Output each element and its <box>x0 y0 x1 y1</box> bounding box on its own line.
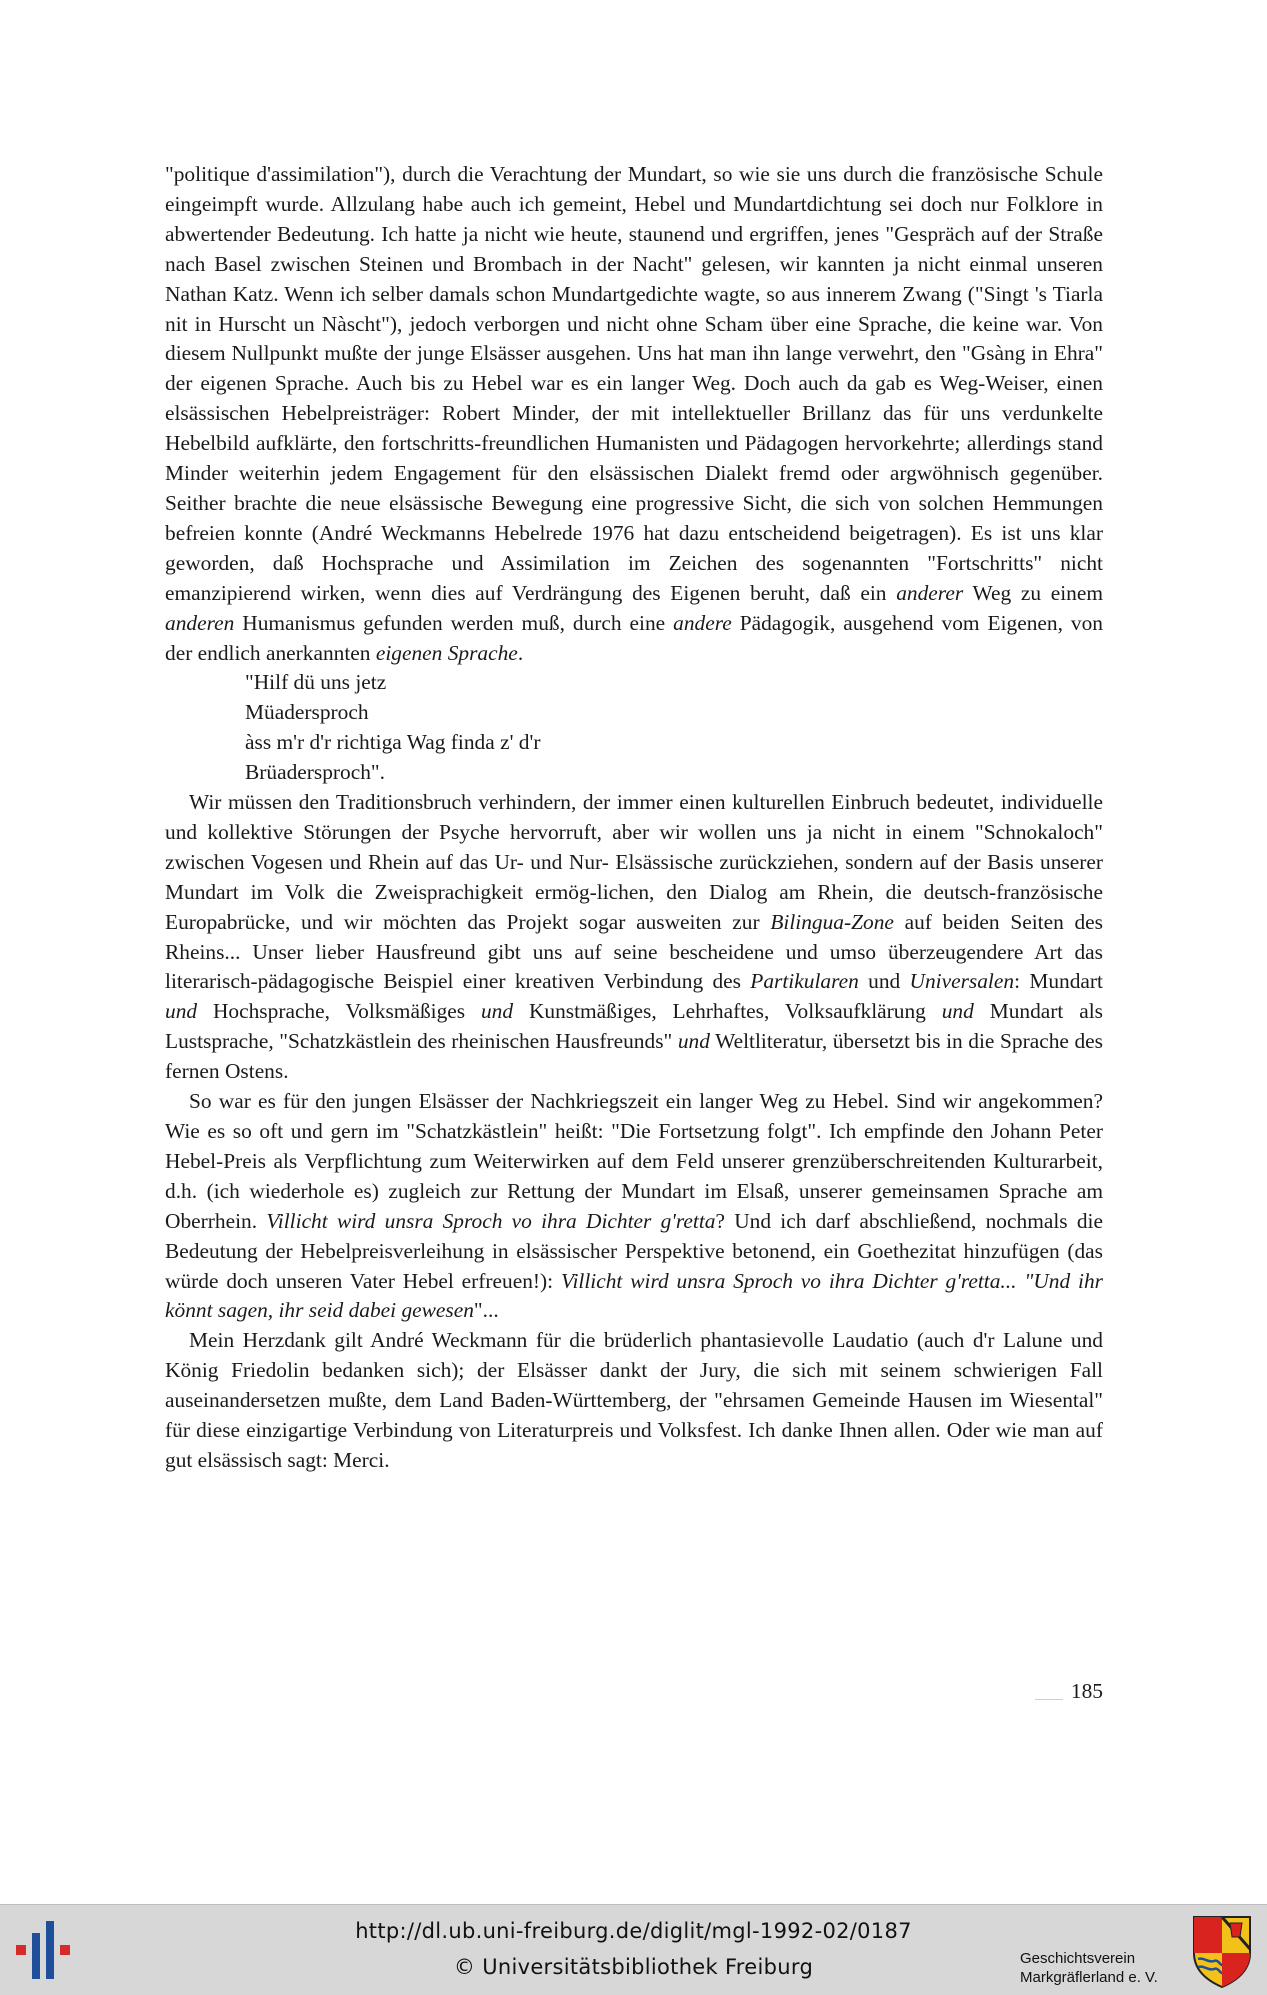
emphasis-bilingua-zone: Bilingua-Zone <box>770 909 894 934</box>
paragraph-2-text-6: Kunstmäßiges, Lehrhaftes, Volksaufklärung <box>513 999 942 1024</box>
paragraph-3-text-1: So war es für den jungen Elsässer der Nachkriegszeit ein langer Weg zu Hebel. Sind wir angekommen? Wie es so oft und gern im "Schatzkästlein" heißt: "Die Fortsetzung folgt". Ich empfinde den Johann Peter Hebel-Preis als Verpflichtung zum Weiterwirken auf dem Feld unserer grenzüberschreitenden Kulturarbeit, d.h. (ich wiederhole es) zugleich zur Rettung der Mundart im Elsaß, unserer gemeinsamen Sprache am Oberrhein. <box>165 1089 1103 1233</box>
paragraph-2-text-1: Wir müssen den Traditionsbruch verhindern, der immer einen kulturellen Einbruch bedeutet, individuelle und kollektive Störungen der Psyche hervorruft, aber wir wollen uns ja nicht in einem "Schnokaloch" zwischen Vogesen und Rhein auf das Ur- und Nur- Elsässische zurückziehen, sondern auf der Basis unserer Mundart im Volk die Zweisprachigkeit ermög-lichen, den Dialog am Rhein, die deutsch-französische Europabrücke, und wir möchten das Projekt sogar ausweiten zur <box>165 790 1103 934</box>
emphasis-universalen: Universalen <box>909 969 1015 994</box>
paragraph-3-text-2: ? Und ich darf abschließend, nochmals die Bedeutung der Hebelpreisverleihung in elsässischer Perspektive betonend, ein Goethezitat hinzufügen (das würde doch unseren Vater Hebel erfreuen!): <box>165 1208 1103 1293</box>
permalink-url[interactable]: http://dl.ub.uni-freiburg.de/diglit/mgl-1992-02/0187 <box>355 1919 912 1943</box>
emphasis-und: und <box>480 999 514 1024</box>
paragraph-3 <box>165 1087 1103 1326</box>
paragraph-2-text-4: : Mundart <box>1014 969 1103 994</box>
emphasis-und: und <box>677 1029 710 1054</box>
society-name-line-2: Markgräflerland e. V. <box>1020 1969 1158 1986</box>
paragraph-1-text-2: Weg zu einem <box>963 580 1104 605</box>
emphasis-dialect-quote-1: Villicht wird unsra Sproch vo ihra Dichter g'retta <box>266 1208 716 1233</box>
page-number: 185 <box>1070 1679 1103 1703</box>
paragraph-1-text-4: Pädagogik, ausgehend vom Eigenen, von der endlich anerkannten <box>165 610 1103 665</box>
paragraph-4: Mein Herzdank gilt André Weckmann für die brüderlich phantasievolle Laudatio (auch d'r Lalune und König Friedolin bedanken sich); der Elsässer dankt der Jury, die sich mit seinem schwierigen Fall auseinandersetzen mußte, dem Land Baden-Württemberg, der "ehrsamen Gemeinde Hausen im Wiesental" für diese einzigartige Verbindung von Literaturpreis und Volksfest. Ich danke Ihnen allen. Oder wie man auf gut elsässisch sagt: Merci. <box>165 1328 1103 1472</box>
paragraph-1-text: "politique d'assimilation"), durch die Verachtung der Mundart, so wie sie uns durch die französische Schule eingeimpft wurde. Allzulang habe auch ich gemeint, Hebel und Mundartdichtung sei doch nur Folklore in abwertender Bedeutung. Ich hatte ja nicht wie heute, staunend und ergriffen, jenes "Gespräch auf der Straße nach Basel zwischen Steinen und Brombach in der Nacht" gelesen, wir kannten ja nicht einmal unseren Nathan Katz. Wenn ich selber damals schon Mundartgedichte wagte, so aus innerem Zwang ("Singt 's Tiarla nit in Hurscht un Nàscht"), jedoch verborgen und nicht ohne Scham über eine Sprache, die keine war. Von diesem Nullpunkt mußte der junge Elsässer ausgehen. Uns hat man ihn lange verwehrt, den "Gsàng in Ehra" der eigenen Sprache. Auch bis zu Hebel war es ein langer Weg. Doch auch da gab es Weg-Weiser, einen elsässischen Hebelpreisträger: Robert Minder, der mit intellektueller Brillanz das für uns verdunkelte Hebelbild aufklärte, den fortschritts-freundlichen Humanisten und Pädagogen hervorkehrte; allerdings stand Minder weiterhin jedem Engagement für den elsässischen Dialekt fremd oder argwöhnisch gegenüber. Seither brachte die neue elsässische Bewegung eine progressive Sicht, die sich von solchen Hemmungen befreien konnte (André Weckmanns Hebelrede 1976 hat dazu entscheidend beigetragen). Es ist uns klar geworden, daß Hochsprache und Assimilation im Zeichen des sogenannten "Fortschritts" nicht emanzipierend wirken, wenn dies auf Verdrängung des Eigenen beruht, daß ein <box>165 162 1103 605</box>
paragraph-2-text-7: Mundart als Lustsprache, "Schatzkästlein des rheinischen Hausfreunds" <box>165 999 1103 1054</box>
body-text <box>165 160 1103 1476</box>
paragraph-2-text-5: Hochsprache, Volksmäßiges <box>197 999 481 1024</box>
emphasis-andere: andere <box>673 610 732 635</box>
emphasis-partikularen: Partikularen <box>750 969 859 994</box>
footer-bar <box>0 1904 1267 1995</box>
society-name-line-1: Geschichtsverein <box>1020 1950 1136 1967</box>
poem-line: àss m'r d'r richtiga Wag finda z' d'r <box>245 730 541 755</box>
emphasis-und: und <box>941 999 974 1024</box>
poem-line: Brüadersproch". <box>245 760 385 785</box>
emphasis-anderen: anderen <box>165 610 235 635</box>
paragraph-3-text-3: "... <box>473 1298 499 1323</box>
paragraph-2-text-3: und <box>858 969 910 994</box>
emphasis-und: und <box>165 999 198 1024</box>
emphasis-dialect-quote-2: Villicht wird unsra Sproch vo ihra Dichter g'retta... "Und ihr könnt sagen, ihr seid dabei gewesen <box>165 1268 1103 1323</box>
poem-line: Müadersproch <box>245 700 369 725</box>
society-name <box>1020 1949 1158 1987</box>
coat-of-arms-icon <box>1190 1913 1254 1989</box>
paragraph-1 <box>165 160 1103 668</box>
paragraph-2 <box>165 788 1103 1087</box>
copyright-text: © Universitätsbibliothek Freiburg <box>453 1955 814 1979</box>
emphasis-anderer: anderer <box>896 580 964 605</box>
poem-quote <box>245 668 1103 788</box>
emphasis-eigenen-sprache: eigenen Sprache <box>375 640 518 665</box>
paragraph-2-text-8: Weltliteratur, übersetzt bis in die Sprache des fernen Ostens. <box>165 1029 1103 1084</box>
poem-line: "Hilf dü uns jetz <box>245 670 387 695</box>
paragraph-2-text-2: auf beiden Seiten des Rheins... Unser lieber Hausfreund gibt uns auf seine bescheidene und umso überzeugendere Art das literarisch-pädagogische Beispiel einer kreativen Verbindung des <box>165 909 1103 994</box>
paragraph-1-text-5: . <box>517 640 524 665</box>
paragraph-1-text-3: Humanismus gefunden werden muß, durch eine <box>234 610 674 635</box>
